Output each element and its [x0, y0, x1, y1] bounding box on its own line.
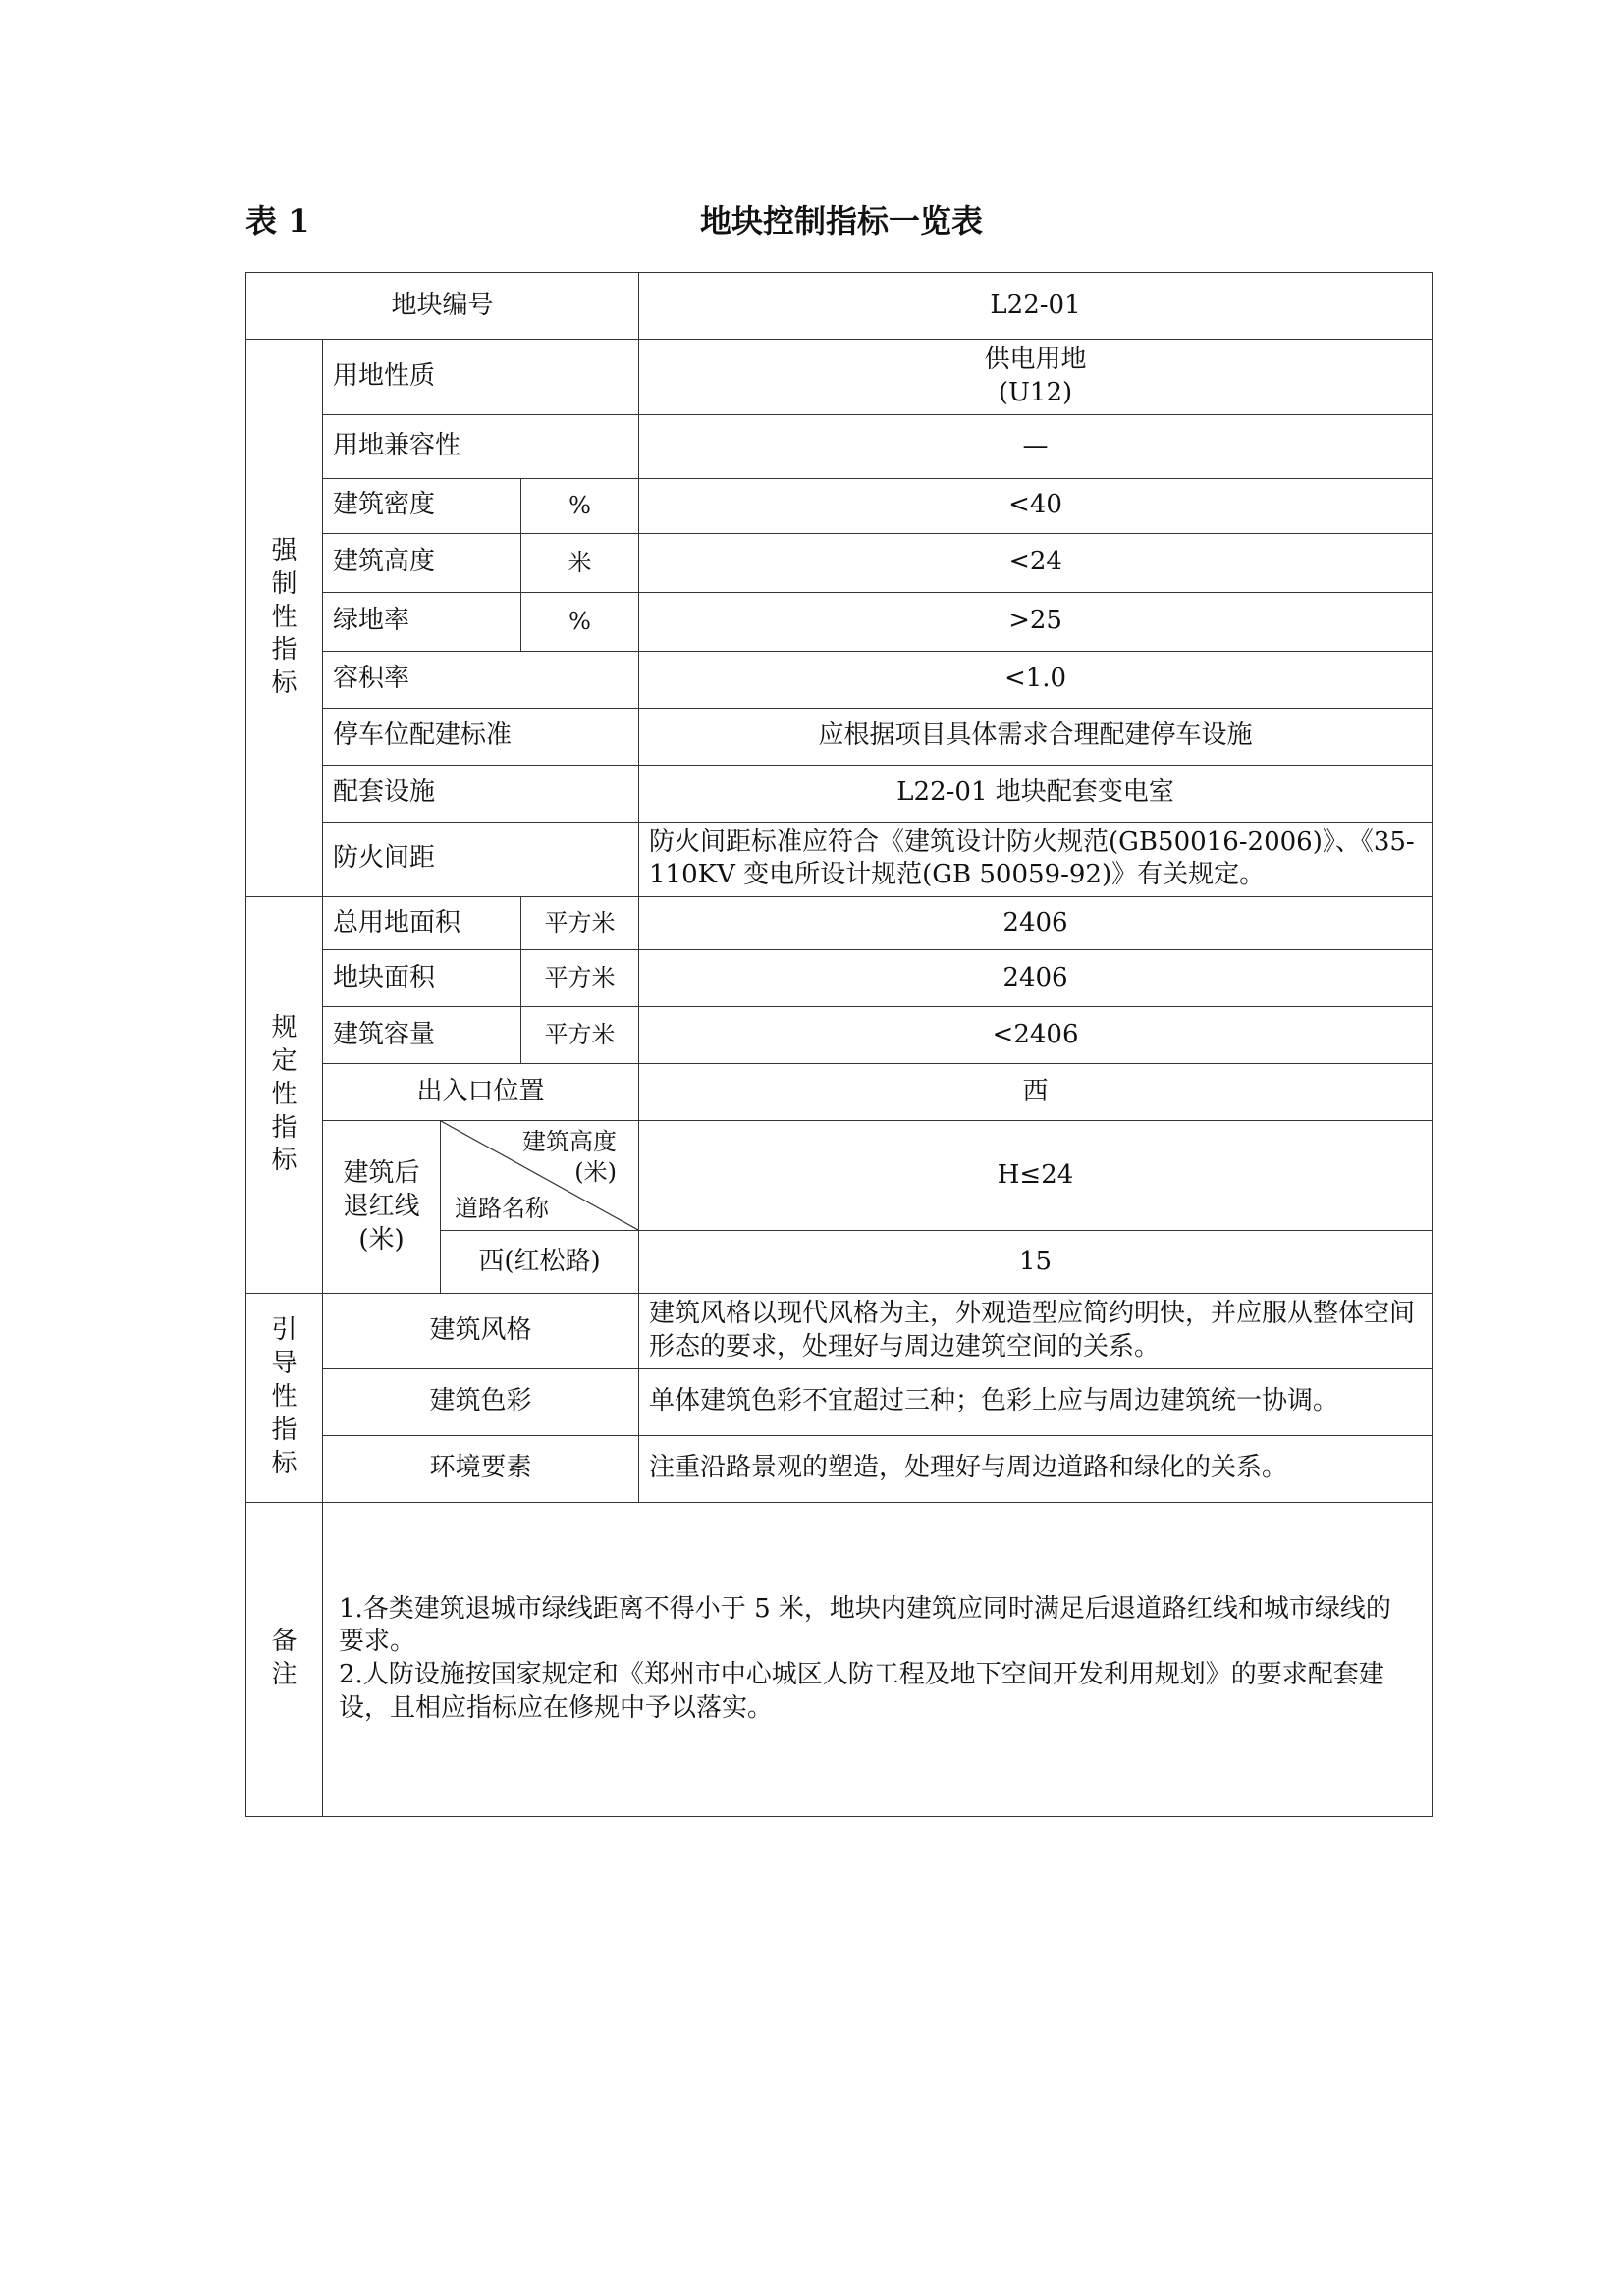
notes-content: [323, 1502, 1433, 1816]
setback-road-name: 西(红松路): [441, 1231, 639, 1294]
diagonal-bottom-label: 道路名称: [455, 1195, 549, 1222]
table-row: [246, 414, 1433, 478]
density-value: <40: [639, 478, 1433, 533]
table-row: [246, 950, 1433, 1007]
parcel-value: L22-01: [639, 273, 1433, 340]
table-row: [246, 478, 1433, 533]
table-row: [246, 765, 1433, 822]
compatibility-value: —: [639, 414, 1433, 478]
facility-value: L22-01 地块配套变电室: [639, 765, 1433, 822]
parking-label: 停车位配建标准: [323, 708, 639, 765]
total-area-unit: 平方米: [521, 897, 639, 950]
compatibility-label: 用地兼容性: [323, 414, 639, 478]
height-label: 建筑高度: [323, 533, 521, 592]
table-row: [246, 1007, 1433, 1064]
parcel-area-label: 地块面积: [323, 950, 521, 1007]
entrance-label: 出入口位置: [323, 1064, 639, 1121]
note-item: 1.各类建筑退城市绿线距离不得小于 5 米，地块内建筑应同时满足后退道路红线和城市绿线的要求。: [339, 1593, 1391, 1657]
density-label: 建筑密度: [323, 478, 521, 533]
control-index-table: [245, 272, 1433, 1817]
color-value: 单体建筑色彩不宜超过三种；色彩上应与周边建筑统一协调。: [639, 1368, 1433, 1435]
green-label: 绿地率: [323, 592, 521, 651]
table-row: [246, 1435, 1433, 1502]
height-value: <24: [639, 533, 1433, 592]
regulatory-group-label: 规 定 性 指 标: [246, 897, 323, 1294]
table-row: [246, 340, 1433, 415]
notes-group-label: 备 注: [246, 1502, 323, 1816]
color-label: 建筑色彩: [323, 1368, 639, 1435]
capacity-value: <2406: [639, 1007, 1433, 1064]
table-row: [246, 1502, 1433, 1816]
parcel-area-unit: 平方米: [521, 950, 639, 1007]
setback-label: 建筑后 退红线 (米): [323, 1121, 441, 1294]
setback-height-value: H≤24: [639, 1121, 1433, 1231]
table-row: [246, 273, 1433, 340]
table-row: [246, 708, 1433, 765]
capacity-unit: 平方米: [521, 1007, 639, 1064]
capacity-label: 建筑容量: [323, 1007, 521, 1064]
parcel-area-value: 2406: [639, 950, 1433, 1007]
style-label: 建筑风格: [323, 1294, 639, 1369]
table-row: [246, 1294, 1433, 1369]
guiding-group-label: 引 导 性 指 标: [246, 1294, 323, 1503]
environment-label: 环境要素: [323, 1435, 639, 1502]
parking-value: 应根据项目具体需求合理配建停车设施: [639, 708, 1433, 765]
setback-diagonal-header: [441, 1121, 639, 1231]
table-row: [246, 1368, 1433, 1435]
height-unit: 米: [521, 533, 639, 592]
table-row: [246, 897, 1433, 950]
green-value: >25: [639, 592, 1433, 651]
table-row: [246, 822, 1433, 897]
parcel-label: 地块编号: [246, 273, 639, 340]
green-unit: %: [521, 592, 639, 651]
style-value: 建筑风格以现代风格为主，外观造型应简约明快，并应服从整体空间形态的要求，处理好与周边建筑空间的关系。: [639, 1294, 1433, 1369]
entrance-value: 西: [639, 1064, 1433, 1121]
total-area-value: 2406: [639, 897, 1433, 950]
total-area-label: 总用地面积: [323, 897, 521, 950]
mandatory-group-label: 强 制 性 指 标: [246, 340, 323, 897]
density-unit: %: [521, 478, 639, 533]
page-title: 地块控制指标一览表: [699, 202, 983, 240]
diagonal-top-label: 建筑高度 (米): [522, 1128, 618, 1187]
table-row: [246, 1064, 1433, 1121]
land-use-value: 供电用地 (U12): [639, 340, 1433, 415]
far-value: <1.0: [639, 651, 1433, 708]
table-row: [246, 1121, 1433, 1231]
table-number: 表 1: [245, 202, 310, 240]
land-use-label: 用地性质: [323, 340, 639, 415]
environment-value: 注重沿路景观的塑造，处理好与周边道路和绿化的关系。: [639, 1435, 1433, 1502]
note-item: 2.人防设施按国家规定和《郑州市中心城区人防工程及地下空间开发利用规划》的要求配套建设，且相应指标应在修规中予以落实。: [339, 1660, 1384, 1724]
fire-value: 防火间距标准应符合《建筑设计防火规范(GB50016-2006)》、《35-110KV 变电所设计规范(GB 50059-92)》有关规定。: [639, 822, 1433, 897]
far-label: 容积率: [323, 651, 639, 708]
facility-label: 配套设施: [323, 765, 639, 822]
fire-label: 防火间距: [323, 822, 639, 897]
table-row: [246, 533, 1433, 592]
setback-road-value: 15: [639, 1231, 1433, 1294]
table-row: [246, 651, 1433, 708]
table-row: [246, 592, 1433, 651]
